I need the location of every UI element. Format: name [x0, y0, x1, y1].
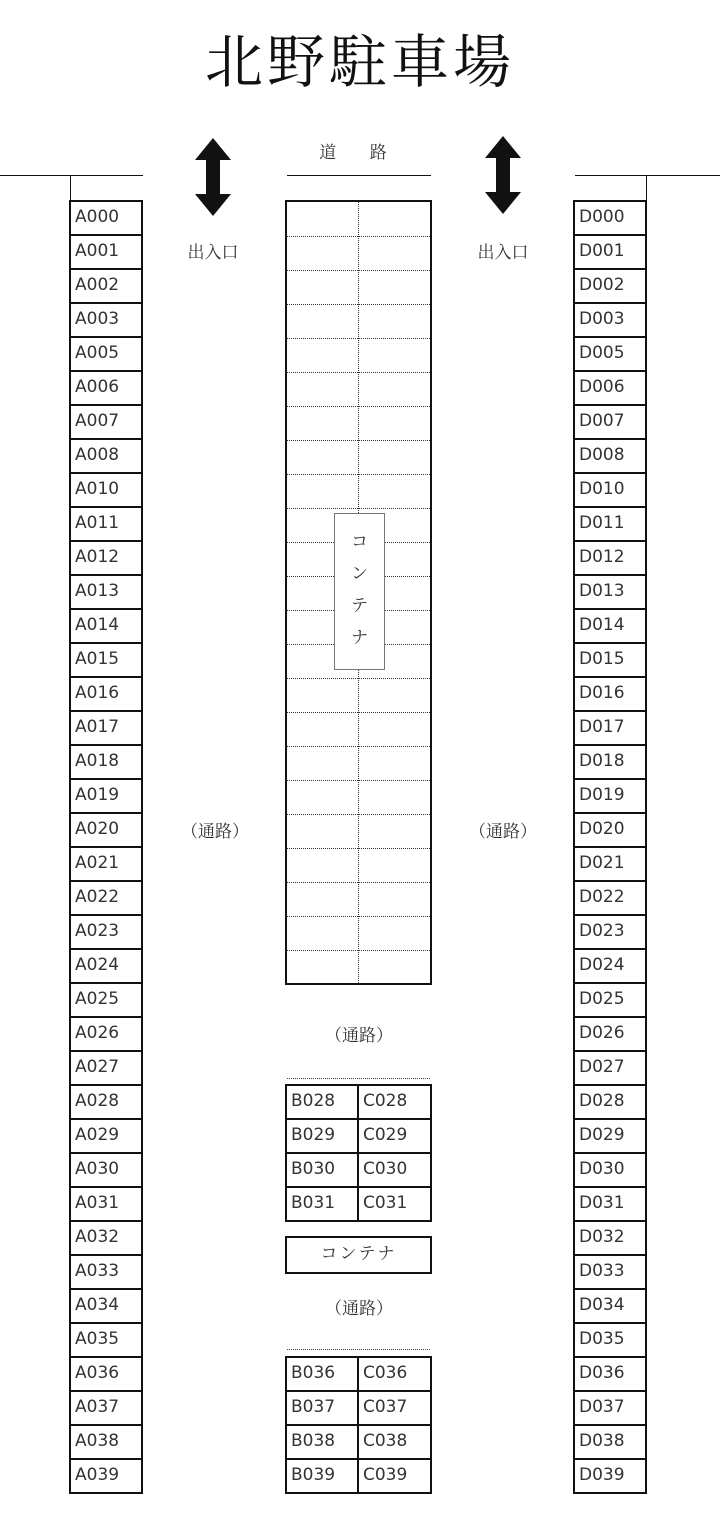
parking-space: A019: [69, 778, 143, 814]
parking-space: A022: [69, 880, 143, 916]
grid-divider-horizontal: [287, 916, 430, 917]
parking-space: A001: [69, 234, 143, 270]
parking-space: D006: [573, 370, 647, 406]
parking-space: D007: [573, 404, 647, 440]
road-line-right-drop: [646, 175, 647, 201]
entrance-label-left: 出入口: [187, 243, 239, 263]
parking-space: D013: [573, 574, 647, 610]
road-label: 道 路: [319, 143, 401, 163]
parking-space: D018: [573, 744, 647, 780]
parking-space: D005: [573, 336, 647, 372]
parking-space: A007: [69, 404, 143, 440]
parking-space: B029: [285, 1118, 359, 1154]
parking-space: A015: [69, 642, 143, 678]
parking-space: A030: [69, 1152, 143, 1188]
container-char: コ: [351, 532, 368, 552]
grid-divider-horizontal: [287, 950, 430, 951]
parking-space: C037: [357, 1390, 432, 1426]
container-char: ナ: [351, 628, 368, 648]
page-title: 北野駐車場: [204, 28, 515, 96]
parking-space: C036: [357, 1356, 432, 1392]
double-arrow-icon: [483, 136, 523, 214]
parking-space: A024: [69, 948, 143, 984]
parking-space: A037: [69, 1390, 143, 1426]
parking-space: A018: [69, 744, 143, 780]
parking-space: A029: [69, 1118, 143, 1154]
parking-space: D030: [573, 1152, 647, 1188]
double-arrow-icon: [193, 138, 233, 216]
parking-space: C028: [357, 1084, 432, 1120]
parking-space: A020: [69, 812, 143, 848]
parking-space: D002: [573, 268, 647, 304]
parking-space: A033: [69, 1254, 143, 1290]
parking-space: A025: [69, 982, 143, 1018]
parking-space: A014: [69, 608, 143, 644]
road-line-left-drop: [70, 175, 71, 201]
parking-space: D023: [573, 914, 647, 950]
parking-space: A013: [69, 574, 143, 610]
entrance-label-right: 出入口: [477, 243, 529, 263]
parking-space: C039: [357, 1458, 432, 1494]
grid-divider-horizontal: [287, 270, 430, 271]
container-vertical-label: [334, 513, 385, 670]
parking-space: D039: [573, 1458, 647, 1494]
parking-space: D011: [573, 506, 647, 542]
parking-space: D034: [573, 1288, 647, 1324]
parking-space: D008: [573, 438, 647, 474]
grid-divider-horizontal: [287, 406, 430, 407]
dotted-separator: [287, 1078, 430, 1079]
parking-space: D014: [573, 608, 647, 644]
parking-space: B036: [285, 1356, 359, 1392]
grid-divider-horizontal: [287, 746, 430, 747]
parking-space: A000: [69, 200, 143, 236]
grid-divider-horizontal: [287, 712, 430, 713]
container-horizontal-label: コンテナ: [285, 1236, 432, 1274]
parking-space: A032: [69, 1220, 143, 1256]
parking-space: D020: [573, 812, 647, 848]
parking-space: A008: [69, 438, 143, 474]
parking-space: A003: [69, 302, 143, 338]
parking-space: D027: [573, 1050, 647, 1086]
parking-space: D033: [573, 1254, 647, 1290]
grid-divider-horizontal: [287, 236, 430, 237]
parking-space: A005: [69, 336, 143, 372]
parking-space: A038: [69, 1424, 143, 1460]
parking-space: D028: [573, 1084, 647, 1120]
parking-space: D035: [573, 1322, 647, 1358]
parking-space: D026: [573, 1016, 647, 1052]
parking-space: A016: [69, 676, 143, 712]
parking-space: D037: [573, 1390, 647, 1426]
parking-space: B031: [285, 1186, 359, 1222]
parking-space: A034: [69, 1288, 143, 1324]
parking-space: A031: [69, 1186, 143, 1222]
parking-space: D003: [573, 302, 647, 338]
road-line-left: [0, 175, 143, 176]
aisle-label-center-1: （通路）: [325, 1026, 393, 1046]
parking-space: D001: [573, 234, 647, 270]
parking-space: A017: [69, 710, 143, 746]
parking-space: D032: [573, 1220, 647, 1256]
parking-space: C038: [357, 1424, 432, 1460]
parking-space: B038: [285, 1424, 359, 1460]
parking-space: D022: [573, 880, 647, 916]
parking-space: D038: [573, 1424, 647, 1460]
parking-space: B030: [285, 1152, 359, 1188]
container-char: ン: [351, 564, 368, 584]
parking-space: A023: [69, 914, 143, 950]
grid-divider-horizontal: [287, 508, 430, 509]
parking-space: D016: [573, 676, 647, 712]
parking-space: A002: [69, 268, 143, 304]
parking-space: D015: [573, 642, 647, 678]
parking-space: A026: [69, 1016, 143, 1052]
grid-divider-horizontal: [287, 372, 430, 373]
parking-space: A012: [69, 540, 143, 576]
road-line-right: [575, 175, 720, 176]
grid-divider-horizontal: [287, 338, 430, 339]
parking-space: D012: [573, 540, 647, 576]
parking-space: D021: [573, 846, 647, 882]
parking-space: D029: [573, 1118, 647, 1154]
parking-space: D019: [573, 778, 647, 814]
aisle-label-center-2: （通路）: [325, 1299, 393, 1319]
parking-space: A035: [69, 1322, 143, 1358]
parking-space: A011: [69, 506, 143, 542]
parking-space: C031: [357, 1186, 432, 1222]
grid-divider-horizontal: [287, 780, 430, 781]
parking-space: A006: [69, 370, 143, 406]
parking-space: D031: [573, 1186, 647, 1222]
parking-space: A039: [69, 1458, 143, 1494]
parking-space: A028: [69, 1084, 143, 1120]
aisle-label-left: （通路）: [181, 822, 249, 842]
road-line-center: [287, 175, 431, 176]
parking-space: B039: [285, 1458, 359, 1494]
parking-space: C029: [357, 1118, 432, 1154]
aisle-label-right: （通路）: [469, 822, 537, 842]
grid-divider-horizontal: [287, 882, 430, 883]
grid-divider-horizontal: [287, 474, 430, 475]
container-char: テ: [351, 596, 368, 616]
parking-space: C030: [357, 1152, 432, 1188]
parking-space: D025: [573, 982, 647, 1018]
parking-space: D036: [573, 1356, 647, 1392]
grid-divider-horizontal: [287, 814, 430, 815]
grid-divider-horizontal: [287, 848, 430, 849]
grid-divider-horizontal: [287, 304, 430, 305]
parking-space: D017: [573, 710, 647, 746]
parking-space: A036: [69, 1356, 143, 1392]
grid-divider-horizontal: [287, 678, 430, 679]
parking-space: B028: [285, 1084, 359, 1120]
parking-space: A010: [69, 472, 143, 508]
dotted-separator: [287, 1349, 430, 1350]
grid-divider-horizontal: [287, 440, 430, 441]
parking-space: D024: [573, 948, 647, 984]
parking-space: A021: [69, 846, 143, 882]
parking-space: D010: [573, 472, 647, 508]
parking-space: B037: [285, 1390, 359, 1426]
parking-space: A027: [69, 1050, 143, 1086]
parking-space: D000: [573, 200, 647, 236]
